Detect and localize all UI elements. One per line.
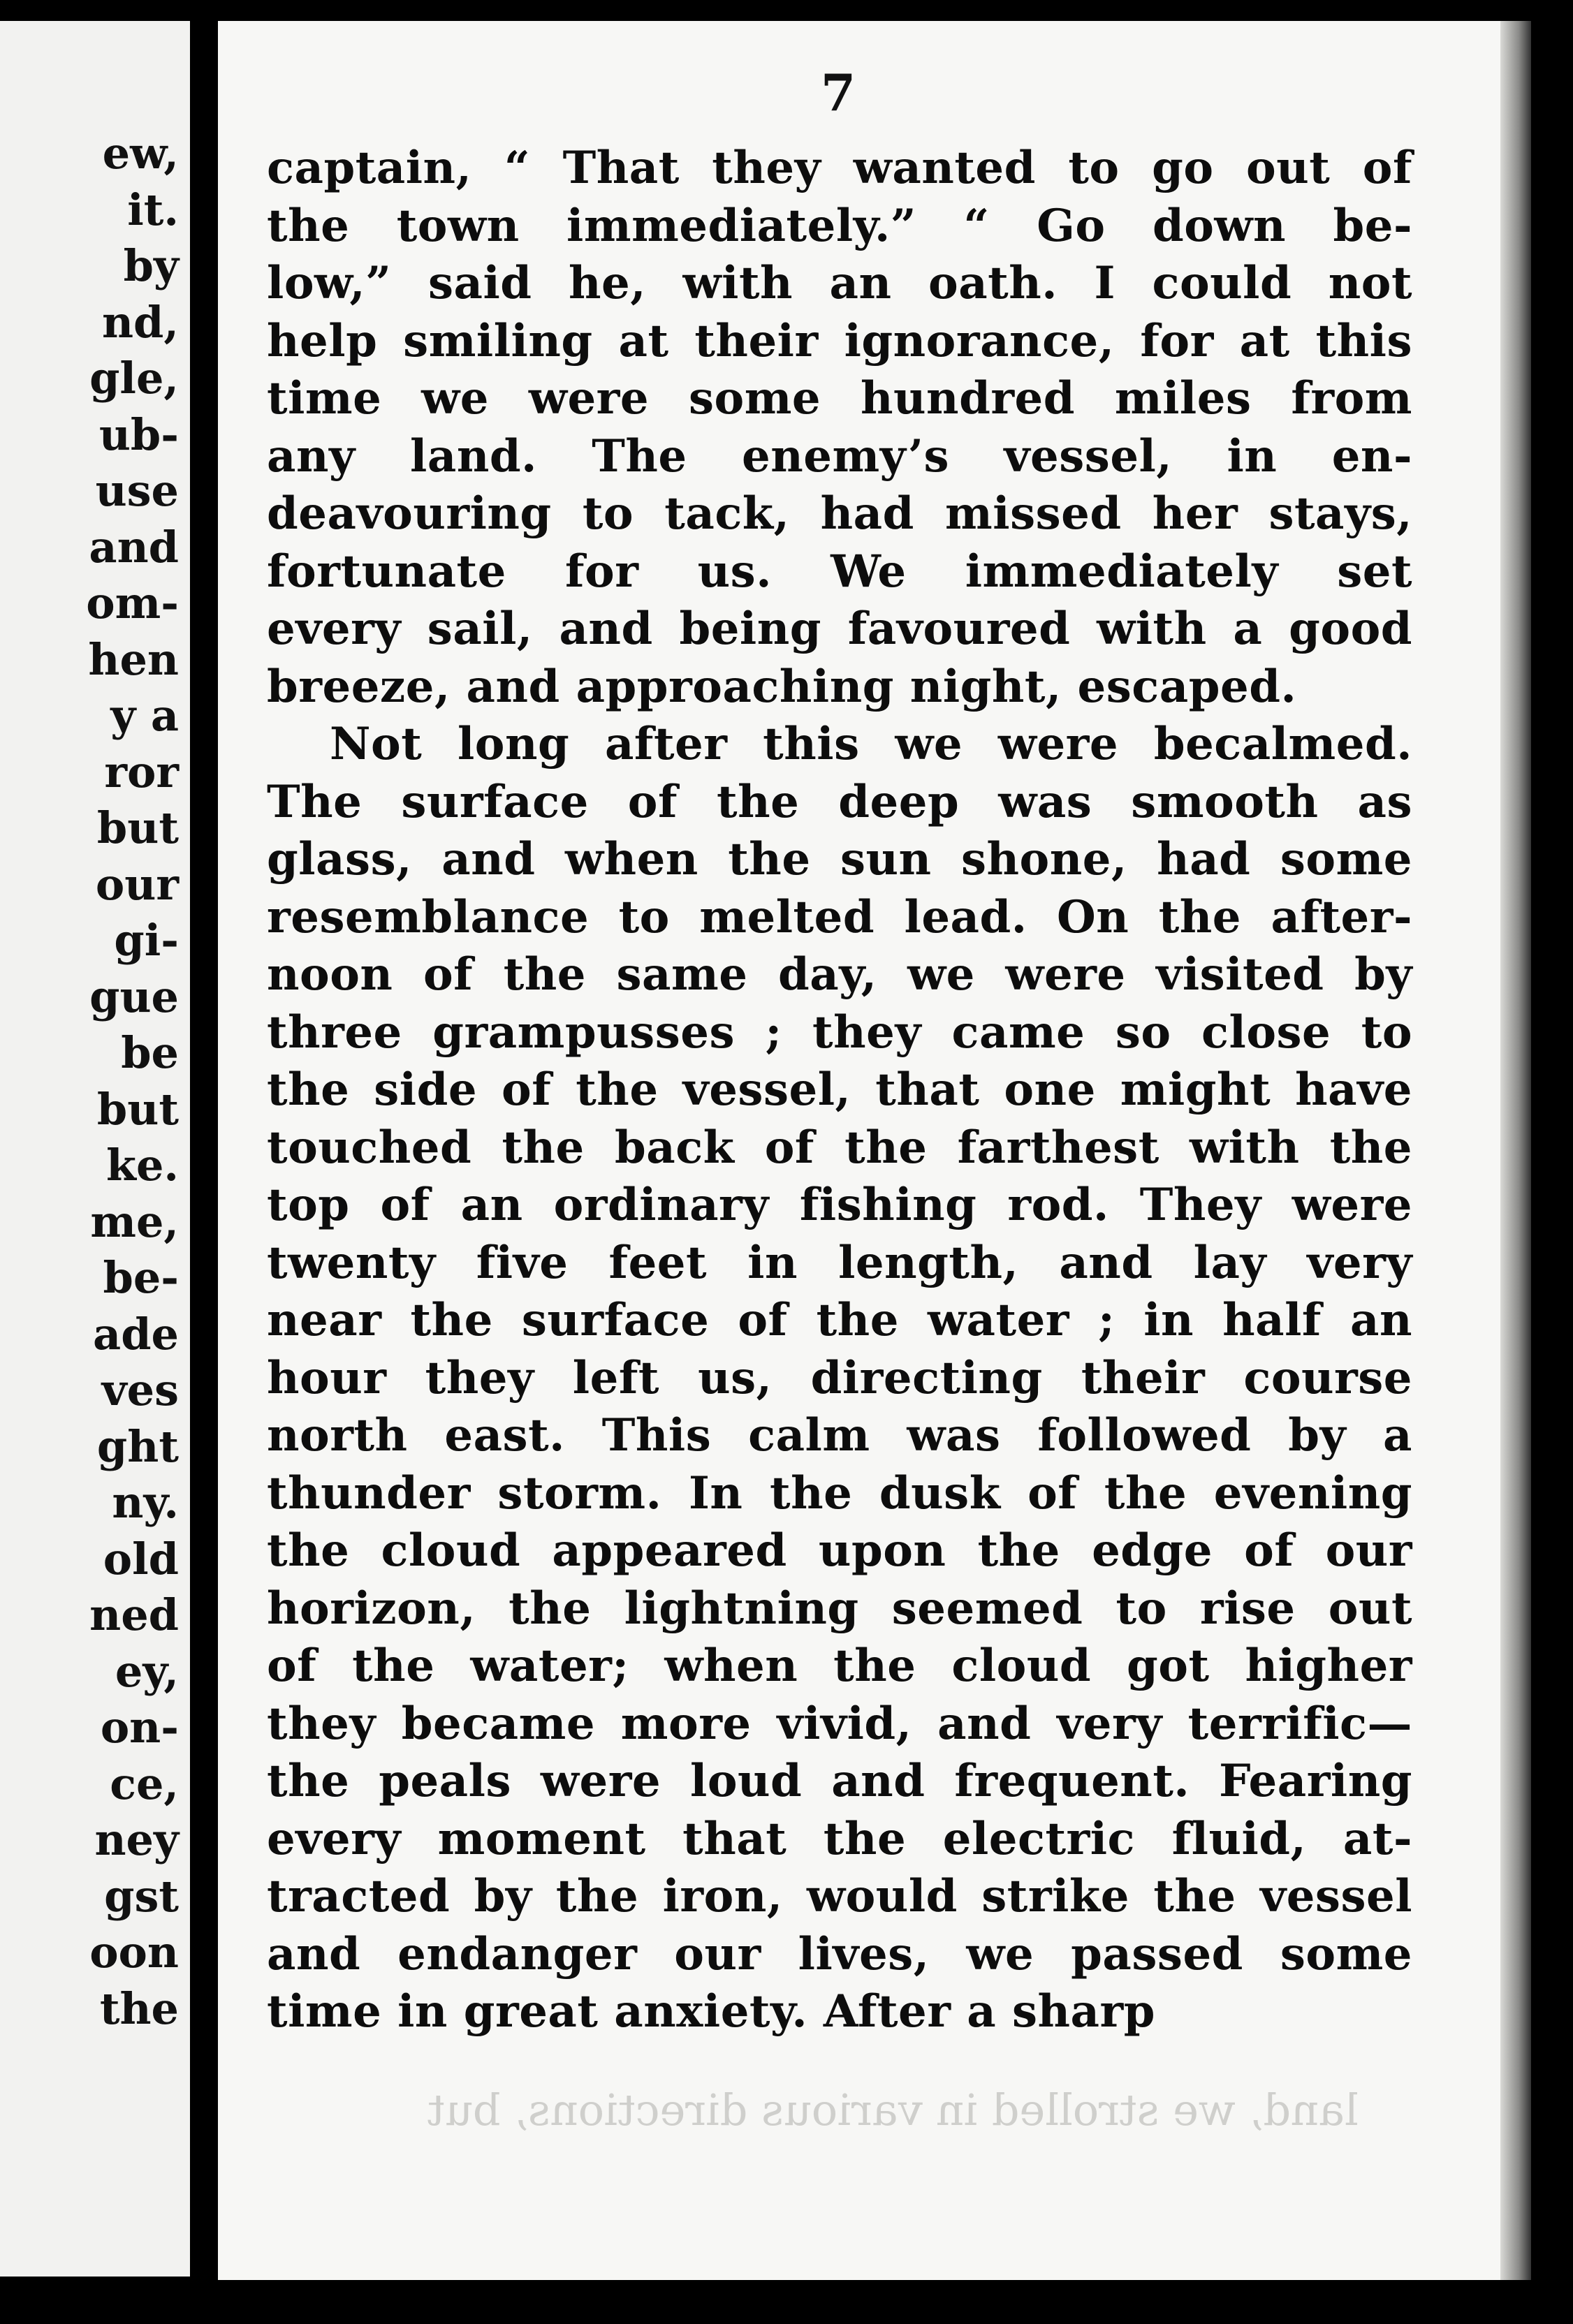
facing-page-fragment: it. <box>127 184 179 235</box>
facing-page-fragment: nd, <box>101 296 179 348</box>
facing-page-fragment: hen <box>88 633 179 685</box>
text-line: any land. The enemy’s vessel, in en- <box>267 429 1412 483</box>
text-line: every moment that the electric fluid, at- <box>267 1812 1412 1865</box>
facing-page-fragment: ney <box>94 1814 179 1865</box>
facing-page-fragment: use <box>95 465 179 516</box>
page-number: 7 <box>821 63 856 122</box>
facing-page-fragment: on- <box>100 1702 179 1753</box>
facing-page-fragment: ey, <box>115 1645 179 1697</box>
facing-page-fragment: be- <box>103 1252 179 1303</box>
text-line: The surface of the deep was smooth as <box>267 775 1412 828</box>
page-edge <box>1500 21 1531 2280</box>
show-through-text: land, we strolled in various directions, but <box>427 2084 1359 2135</box>
facing-page-fragment: ves <box>101 1365 179 1415</box>
text-line: horizon, the lightning seemed to rise out <box>267 1582 1412 1635</box>
text-line: captain, “ That they wanted to go out of <box>267 142 1412 194</box>
text-line: help smiling at their ignorance, for at this <box>267 314 1412 367</box>
text-line: touched the back of the farthest with the <box>267 1121 1412 1174</box>
facing-page-fragment: gst <box>104 1870 179 1922</box>
facing-page-fragment: ub- <box>98 409 179 460</box>
text-line: hour they left us, directing their course <box>267 1351 1412 1404</box>
facing-page-fragment: y a <box>110 690 179 741</box>
facing-page-fragment: ny. <box>112 1477 179 1528</box>
text-line: glass, and when the sun shone, had some <box>267 833 1412 885</box>
facing-page-fragment: om- <box>86 578 179 628</box>
facing-page-fragment: ke. <box>106 1140 179 1191</box>
facing-page-fragment: me, <box>90 1196 179 1247</box>
facing-page-fragment: ght <box>96 1420 179 1472</box>
facing-page-fragment: oon <box>89 1927 179 1978</box>
facing-page-fragment: ror <box>104 746 179 797</box>
facing-page-fragment: be <box>121 1027 179 1078</box>
text-line: low,” said he, with an oath. I could not <box>267 257 1412 309</box>
text-line: time in great anxiety. After a sharp <box>267 1985 1155 2038</box>
text-line: and endanger our lives, we passed some <box>267 1927 1412 1980</box>
text-line: north east. This calm was followed by a <box>267 1409 1412 1462</box>
facing-page-fragment: and <box>89 521 179 573</box>
text-line: tracted by the iron, would strike the vessel <box>267 1870 1412 1922</box>
text-line: Not long after this we were becalmed. <box>330 718 1412 770</box>
text-line: top of an ordinary fishing rod. They were <box>267 1179 1412 1231</box>
text-line: breeze, and approaching night, escaped. <box>267 660 1297 713</box>
text-line: the side of the vessel, that one might have <box>267 1064 1412 1116</box>
body-text <box>267 140 1412 2041</box>
text-line: resemblance to melted lead. On the after- <box>267 890 1412 943</box>
text-line: the peals were loud and frequent. Fearing <box>267 1755 1412 1807</box>
text-line: time we were some hundred miles from <box>267 372 1412 425</box>
text-line: they became more vivid, and very terrific— <box>267 1697 1412 1750</box>
text-line: the cloud appeared upon the edge of our <box>267 1524 1412 1577</box>
text-line: the town immediately.” “ Go down be- <box>267 199 1412 252</box>
book-gutter <box>190 0 218 2324</box>
facing-page-fragment: gi- <box>114 915 179 966</box>
facing-page-fragment: but <box>96 802 179 853</box>
facing-page-fragment: old <box>103 1533 179 1584</box>
facing-page-fragment: ade <box>93 1308 179 1360</box>
facing-page-fragment: the <box>99 1983 179 2034</box>
text-line: twenty five feet in length, and lay very <box>267 1236 1412 1289</box>
text-line: near the surface of the water ; in half an <box>267 1294 1412 1346</box>
text-line: fortunate for us. We immediately set <box>267 545 1412 598</box>
text-line: thunder storm. In the dusk of the evening <box>267 1466 1412 1520</box>
facing-page-fragment: our <box>95 858 179 910</box>
facing-page-fragment: ew, <box>102 128 179 179</box>
facing-page-fragment: ce, <box>110 1758 179 1809</box>
facing-page-fragment: but <box>96 1083 179 1135</box>
text-line: three grampusses ; they came so close to <box>267 1006 1412 1059</box>
text-line: of the water; when the cloud got higher <box>267 1640 1412 1692</box>
facing-page-fragment: gue <box>89 971 179 1022</box>
facing-page-fragment: ned <box>89 1589 179 1640</box>
text-line: deavouring to tack, had missed her stays, <box>267 487 1412 540</box>
book-page <box>218 21 1531 2280</box>
facing-page-fragment: by <box>123 240 179 291</box>
facing-page-fragment: gle, <box>89 353 179 404</box>
facing-page-left <box>0 21 190 2277</box>
text-line: noon of the same day, we were visited by <box>267 948 1412 1001</box>
text-line: every sail, and being favoured with a good <box>267 603 1412 655</box>
